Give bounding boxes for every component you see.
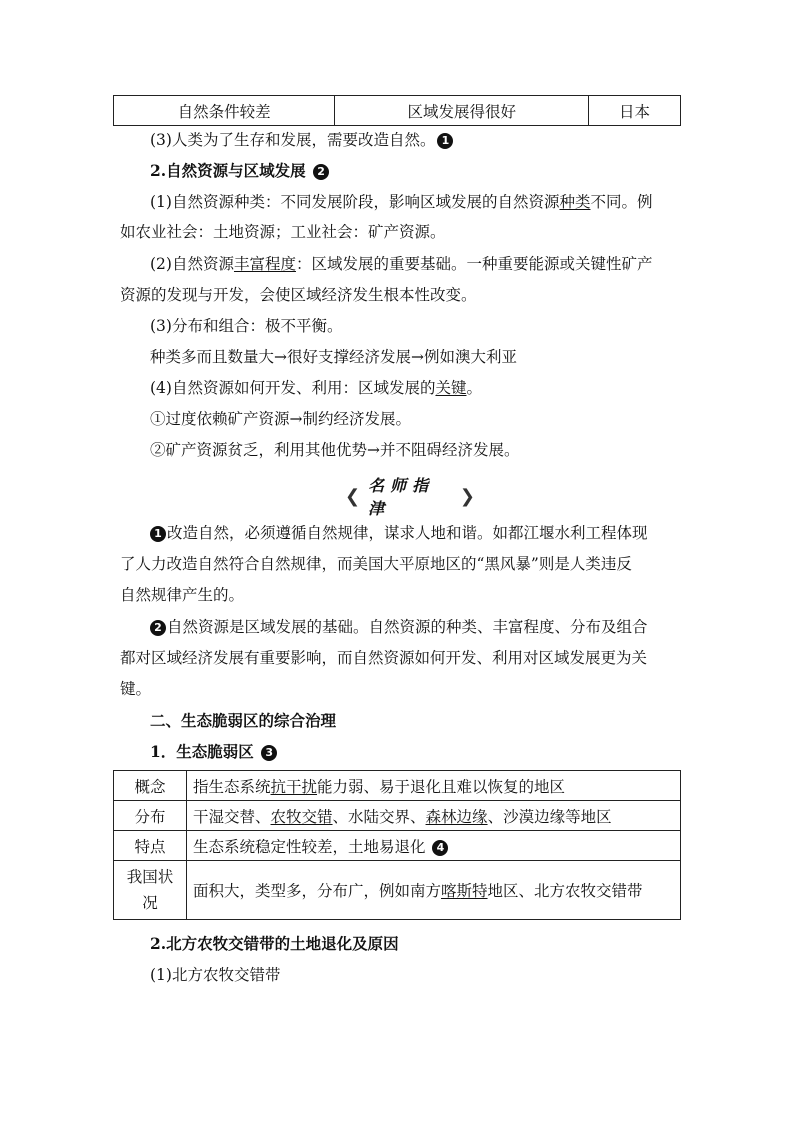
table-row-label: 特点	[114, 831, 187, 861]
eco-fragile-table	[113, 770, 681, 920]
table-row	[114, 861, 681, 920]
table-row-label: 概念	[114, 771, 187, 801]
table-cell: 指生态系统抗干扰能力弱、易于退化且难以恢复的地区	[187, 771, 681, 801]
section-title-eco: 二、生态脆弱区的综合治理	[150, 711, 337, 730]
resource-distribution: (3)分布和组合：极不平衡。	[150, 317, 343, 335]
table-cell: 日本	[589, 96, 681, 126]
circled-number-icon: 2	[150, 620, 166, 636]
paragraph-human-transform: (3)人类为了生存和发展，需要改造自然。 1	[150, 130, 710, 150]
table-cell: 生态系统稳定性较差，土地易退化 4	[187, 831, 681, 861]
teacher-tips-banner	[345, 476, 475, 518]
chevron-left-icon: ❮	[345, 485, 361, 507]
table-row	[114, 801, 681, 831]
note-2-line-1: 2 自然资源是区域发展的基础。自然资源的种类、丰富程度、分布及组合	[150, 617, 710, 637]
resource-richness-line-1: (2)自然资源丰富程度：区域发展的重要基础。一种重要能源或关键性矿产	[150, 255, 653, 273]
circled-number-icon: 3	[261, 745, 277, 761]
resource-usage-point-1: ①过度依赖矿产资源→制约经济发展。	[150, 410, 411, 428]
paragraph-northern-belt: (1)北方农牧交错带	[150, 966, 281, 984]
resource-richness-line-2: 资源的发现与开发，会使区域经济发生根本性改变。	[120, 286, 477, 304]
table-cell: 区域发展得很好	[335, 96, 589, 126]
table-cell: 自然条件较差	[114, 96, 335, 126]
subsection-title-fragile: 1．生态脆弱区 3	[150, 742, 710, 762]
resource-usage-point-2: ②矿产资源贫乏，利用其他优势→并不阻碍经济发展。	[150, 441, 520, 459]
note-2-line-2: 都对区域经济发展有重要影响，而自然资源如何开发、利用对区域发展更为关	[120, 649, 648, 667]
table-row-label: 分布	[114, 801, 187, 831]
resource-distribution-example: 种类多而且数量大→很好支撑经济发展→例如澳大利亚	[150, 348, 517, 366]
resource-usage: (4)自然资源如何开发、利用：区域发展的关键。	[150, 379, 482, 397]
circled-number-icon: 4	[432, 840, 448, 856]
table-cell: 面积大，类型多，分布广，例如南方喀斯特地区、北方农牧交错带	[187, 861, 681, 920]
table-row-label: 我国状 况	[114, 861, 187, 920]
note-2-line-3: 键。	[120, 680, 152, 698]
circled-number-icon: 1	[437, 133, 453, 149]
circled-number-icon: 1	[150, 526, 166, 542]
note-1-line-1: 1 改造自然，必须遵循自然规律，谋求人地和谐。如都江堰水利工程体现	[150, 523, 710, 543]
table-row	[114, 831, 681, 861]
note-1-line-2: 了人力改造自然符合自然规律，而美国大平原地区的“黑风暴”则是人类违反	[120, 555, 632, 573]
comparison-table	[113, 95, 681, 126]
table-row	[114, 96, 681, 126]
circled-number-icon: 2	[313, 164, 329, 180]
subsection-title-degradation: 2.北方农牧交错带的土地退化及原因	[150, 934, 399, 953]
chevron-right-icon: ❯	[459, 485, 475, 507]
table-cell: 干湿交替、农牧交错、水陆交界、森林边缘、沙漠边缘等地区	[187, 801, 681, 831]
banner-title: 名师指津	[368, 476, 435, 518]
section-title-resources: 2.自然资源与区域发展 2	[150, 161, 710, 181]
note-1-line-3: 自然规律产生的。	[120, 586, 245, 604]
table-row	[114, 771, 681, 801]
resource-type-line-1: (1)自然资源种类：不同发展阶段，影响区域发展的自然资源种类不同。例	[150, 193, 653, 211]
resource-type-line-2: 如农业社会：土地资源；工业社会：矿产资源。	[120, 223, 446, 241]
